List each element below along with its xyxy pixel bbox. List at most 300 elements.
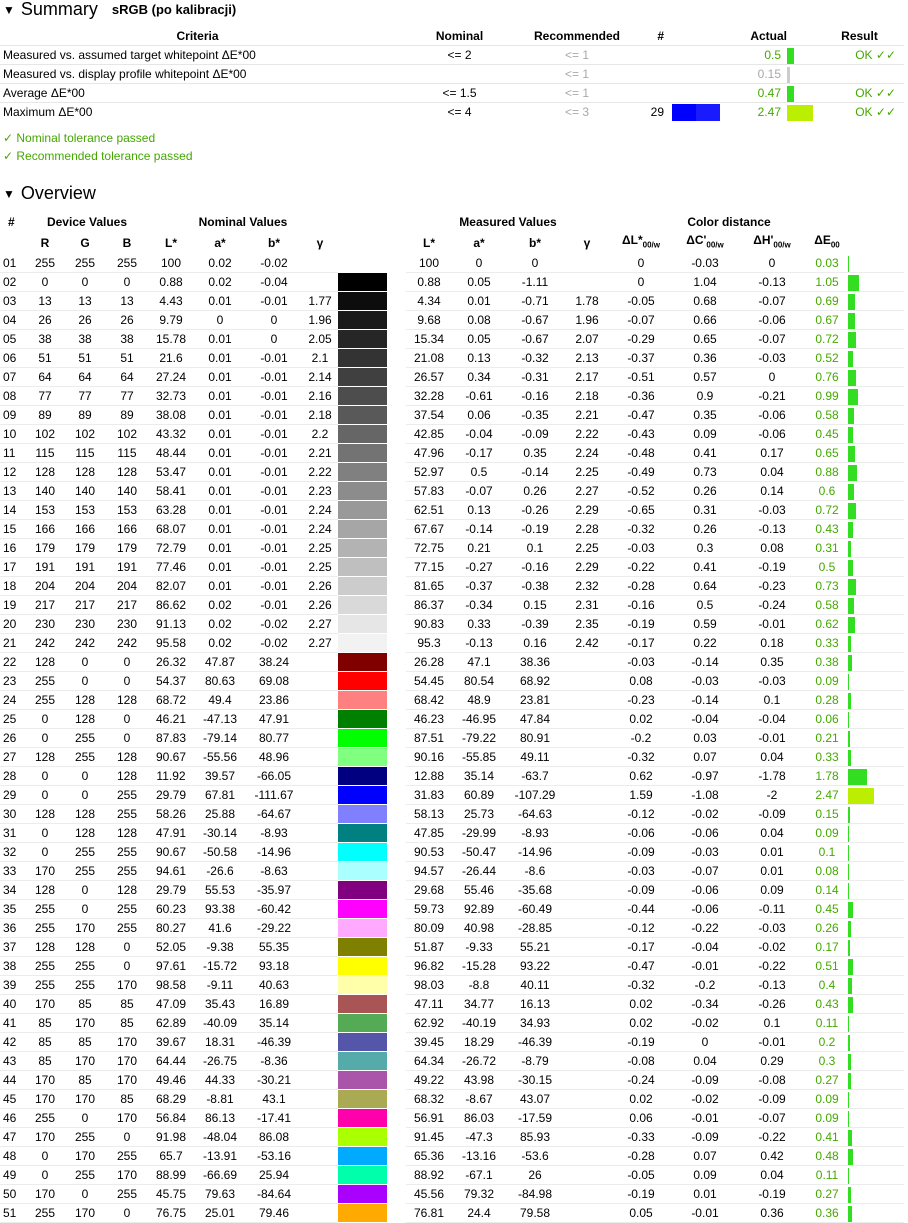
nominal-l-cell: 27.24 (148, 368, 194, 387)
delta-h-cell: -0.22 (738, 957, 806, 976)
measured-gamma-cell (564, 767, 610, 786)
nominal-a-cell: 35.43 (194, 995, 246, 1014)
delta-h-cell: 0.01 (738, 843, 806, 862)
nominal-gamma-cell: 2.22 (302, 463, 338, 482)
nominal-l-cell: 47.91 (148, 824, 194, 843)
row-number-cell: 29 (0, 786, 26, 805)
delta-e-bar (848, 750, 851, 766)
device-b-cell: 38 (106, 330, 148, 349)
measured-l-cell: 49.22 (406, 1071, 452, 1090)
nominal-gamma-cell (302, 919, 338, 938)
delta-h-cell: -0.06 (738, 406, 806, 425)
device-r-cell: 0 (26, 767, 64, 786)
profile-name: sRGB (po kalibracji) (111, 2, 237, 17)
nominal-gamma-cell: 2.26 (302, 596, 338, 615)
delta-l-cell: -0.03 (610, 539, 672, 558)
delta-c-cell: -0.03 (672, 843, 738, 862)
nominal-l-cell: 32.73 (148, 387, 194, 406)
patch-row (0, 748, 904, 767)
nominal-b-cell: -0.01 (246, 596, 302, 615)
delta-e-cell: 0.33 (806, 634, 848, 653)
delta-e-cell: 0.4 (806, 976, 848, 995)
recommended-cell: <= 3 (527, 103, 627, 122)
device-g-cell: 115 (64, 444, 106, 463)
nominal-l-cell: 68.29 (148, 1090, 194, 1109)
measured-l-cell: 62.51 (406, 501, 452, 520)
patch-swatch (338, 1090, 387, 1108)
swatch-cell (338, 444, 406, 463)
measured-a-cell: 0.01 (452, 292, 506, 311)
nominal-b-cell: -17.41 (246, 1109, 302, 1128)
delta-l-cell: -0.08 (610, 1052, 672, 1071)
patch-row (0, 862, 904, 881)
swatch-cell (338, 1128, 406, 1147)
nominal-l-cell: 94.61 (148, 862, 194, 881)
delta-e-cell: 0.88 (806, 463, 848, 482)
measured-l-cell: 47.11 (406, 995, 452, 1014)
delta-l-cell: -0.2 (610, 729, 672, 748)
delta-h-cell: 0.14 (738, 482, 806, 501)
measured-l-cell: 29.68 (406, 881, 452, 900)
nominal-gamma-cell (302, 1204, 338, 1223)
measured-l-cell: 46.23 (406, 710, 452, 729)
delta-c-cell: 0.57 (672, 368, 738, 387)
delta-e-bar (848, 1187, 851, 1203)
measured-b-cell: 79.58 (506, 1204, 564, 1223)
patch-swatch (338, 957, 387, 975)
delta-l-cell: -0.44 (610, 900, 672, 919)
row-number-cell: 45 (0, 1090, 26, 1109)
nominal-l-cell: 87.83 (148, 729, 194, 748)
row-number-cell: 16 (0, 539, 26, 558)
device-g-cell: 170 (64, 919, 106, 938)
measured-gamma-header: γ (583, 235, 591, 250)
delta-e-cell: 1.78 (806, 767, 848, 786)
delta-l-cell: -0.28 (610, 1147, 672, 1166)
measured-gamma-cell: 2.07 (564, 330, 610, 349)
nominal-l-cell: 86.62 (148, 596, 194, 615)
measured-b-cell: -8.6 (506, 862, 564, 881)
device-g-cell: 255 (64, 862, 106, 881)
measured-l-cell: 0.88 (406, 273, 452, 292)
nominal-a-cell: 18.31 (194, 1033, 246, 1052)
delta-e-bar (848, 598, 854, 614)
delta-h-cell: 0.17 (738, 444, 806, 463)
nominal-l-cell: 98.58 (148, 976, 194, 995)
device-b-cell: 255 (106, 900, 148, 919)
measured-b-cell: -0.26 (506, 501, 564, 520)
swatch-cell (338, 805, 406, 824)
device-g-cell: 128 (64, 824, 106, 843)
nominal-b-cell: -0.01 (246, 349, 302, 368)
measured-a-cell: -9.33 (452, 938, 506, 957)
measured-a-cell: -67.1 (452, 1166, 506, 1185)
measured-gamma-cell (564, 938, 610, 957)
nominal-b-cell: 23.86 (246, 691, 302, 710)
delta-l-cell: 0.02 (610, 1090, 672, 1109)
nominal-b-cell: -0.04 (246, 273, 302, 292)
row-number-cell: 24 (0, 691, 26, 710)
device-g-cell: 0 (64, 786, 106, 805)
delta-e-cell: 0.69 (806, 292, 848, 311)
swatch-cell (338, 425, 406, 444)
delta-e-cell: 0.51 (806, 957, 848, 976)
swatch-cell (338, 938, 406, 957)
delta-e-bar-cell (848, 957, 904, 976)
swatch-cell (338, 1166, 406, 1185)
swatch-cell (338, 634, 406, 653)
measured-b-cell: 34.93 (506, 1014, 564, 1033)
delta-h-cell: -0.09 (738, 805, 806, 824)
row-number-cell: 18 (0, 577, 26, 596)
delta-c-cell: -0.14 (672, 653, 738, 672)
row-number-cell: 20 (0, 615, 26, 634)
measured-b-cell: 0 (506, 254, 564, 273)
row-number-cell: 48 (0, 1147, 26, 1166)
device-r-cell: 170 (26, 862, 64, 881)
nominal-a-cell: 0.01 (194, 520, 246, 539)
measured-b-cell: 55.21 (506, 938, 564, 957)
recommended-cell: <= 1 (527, 46, 627, 65)
measured-a-cell: -0.13 (452, 634, 506, 653)
delta-e-bar (848, 826, 849, 842)
delta-e-bar-cell (848, 330, 904, 349)
device-r-cell: 128 (26, 748, 64, 767)
swatch-cell (338, 330, 406, 349)
summary-row (0, 46, 904, 65)
device-r-cell: 0 (26, 824, 64, 843)
measured-gamma-cell (564, 1204, 610, 1223)
nominal-l-cell: 80.27 (148, 919, 194, 938)
device-b-cell: 255 (106, 786, 148, 805)
delta-e-cell: 0.06 (806, 710, 848, 729)
device-r-cell: 170 (26, 995, 64, 1014)
nominal-a-cell: -30.14 (194, 824, 246, 843)
measured-gamma-cell (564, 824, 610, 843)
measured-b-cell: -14.96 (506, 843, 564, 862)
measured-gamma-cell: 1.78 (564, 292, 610, 311)
measured-a-cell: 43.98 (452, 1071, 506, 1090)
swatch-cell (338, 349, 406, 368)
measured-a-cell: -0.27 (452, 558, 506, 577)
delta-l-cell: -0.22 (610, 558, 672, 577)
measured-b-cell: 16.13 (506, 995, 564, 1014)
delta-h-cell: -0.08 (738, 1071, 806, 1090)
measured-b-cell: 0.35 (506, 444, 564, 463)
nominal-b-cell: -0.01 (246, 444, 302, 463)
nominal-l-cell: 95.58 (148, 634, 194, 653)
device-g-cell: 179 (64, 539, 106, 558)
device-b-cell: 0 (106, 1128, 148, 1147)
delta-e-bar (848, 807, 850, 823)
nominal-gamma-cell (302, 1147, 338, 1166)
measured-a-cell: 79.32 (452, 1185, 506, 1204)
nominal-l-cell: 15.78 (148, 330, 194, 349)
patch-swatch (338, 919, 387, 937)
patch-row (0, 425, 904, 444)
delta-h-cell: 0.04 (738, 463, 806, 482)
nominal-l-cell: 54.37 (148, 672, 194, 691)
swatch-cell (338, 520, 406, 539)
nominal-l-cell: 100 (148, 254, 194, 273)
device-r-cell: 128 (26, 938, 64, 957)
collapse-triangle-icon[interactable]: ▼ (3, 2, 15, 17)
overview-heading[interactable] (3, 183, 96, 204)
measured-gamma-cell (564, 1147, 610, 1166)
delta-e-bar (848, 674, 849, 690)
result-cell: OK ✓✓ (815, 84, 904, 103)
device-g-cell: 128 (64, 938, 106, 957)
device-r-cell: 255 (26, 919, 64, 938)
device-g-cell: 255 (64, 1166, 106, 1185)
measured-b-cell: -8.79 (506, 1052, 564, 1071)
patch-row (0, 1204, 904, 1223)
patch-swatch (338, 311, 387, 329)
patch-row (0, 1014, 904, 1033)
measured-l-cell: 68.42 (406, 691, 452, 710)
delta-e-cell: 0.2 (806, 1033, 848, 1052)
delta-c-cell: 0.09 (672, 425, 738, 444)
swatch-cell (338, 1109, 406, 1128)
nominal-a-cell: 0.01 (194, 406, 246, 425)
row-number-cell: 25 (0, 710, 26, 729)
delta-e-bar (848, 484, 854, 500)
delta-h-cell: -1.78 (738, 767, 806, 786)
nominal-b-cell: 43.1 (246, 1090, 302, 1109)
measured-b-cell: -63.7 (506, 767, 564, 786)
row-number-cell: 09 (0, 406, 26, 425)
device-r-cell: 255 (26, 957, 64, 976)
delta-c-cell: 0.65 (672, 330, 738, 349)
nominal-cell: <= 2 (392, 46, 527, 65)
measured-l-cell: 21.08 (406, 349, 452, 368)
summary-table (0, 27, 904, 121)
measured-b-cell: -1.11 (506, 273, 564, 292)
measured-b-header: b* (529, 235, 541, 250)
measured-a-cell: 25.73 (452, 805, 506, 824)
nominal-l-cell: 58.26 (148, 805, 194, 824)
device-g-cell: 102 (64, 425, 106, 444)
device-r-cell: 0 (26, 729, 64, 748)
device-g-cell: 255 (64, 1128, 106, 1147)
row-number-cell: 28 (0, 767, 26, 786)
patch-row (0, 349, 904, 368)
measured-a-cell: -55.85 (452, 748, 506, 767)
device-g-cell: 0 (64, 881, 106, 900)
measured-l-cell: 65.36 (406, 1147, 452, 1166)
patch-swatch (338, 292, 387, 310)
swatch-cell (338, 1204, 406, 1223)
swatch-cell (338, 729, 406, 748)
delta-c-cell: -0.14 (672, 691, 738, 710)
measured-l-cell: 94.57 (406, 862, 452, 881)
delta-h-cell: -0.03 (738, 501, 806, 520)
patch-row (0, 881, 904, 900)
delta-c-cell: -0.09 (672, 1071, 738, 1090)
measured-gamma-cell: 2.22 (564, 425, 610, 444)
delta-e-cell: 0.08 (806, 862, 848, 881)
device-g-cell: 255 (64, 729, 106, 748)
delta-e-bar (848, 1092, 849, 1108)
nominal-gamma-cell: 1.96 (302, 311, 338, 330)
delta-c-cell: 0.07 (672, 748, 738, 767)
patch-row (0, 311, 904, 330)
device-r-cell: 64 (26, 368, 64, 387)
device-b-cell: 128 (106, 463, 148, 482)
delta-c-cell: 0.66 (672, 311, 738, 330)
device-g-cell: 85 (64, 1071, 106, 1090)
device-b-cell: 128 (106, 767, 148, 786)
row-number-cell: 46 (0, 1109, 26, 1128)
row-number-cell: 26 (0, 729, 26, 748)
device-g-cell: 255 (64, 843, 106, 862)
measured-gamma-cell: 2.18 (564, 387, 610, 406)
device-g-cell: 255 (64, 976, 106, 995)
nominal-gamma-cell (302, 900, 338, 919)
measured-a-cell: -13.16 (452, 1147, 506, 1166)
collapse-triangle-icon[interactable]: ▼ (3, 186, 15, 201)
row-number-cell: 49 (0, 1166, 26, 1185)
measured-l-cell: 64.34 (406, 1052, 452, 1071)
measured-gamma-cell: 2.29 (564, 501, 610, 520)
delta-c-cell: -0.04 (672, 710, 738, 729)
delta-l-cell: -0.09 (610, 843, 672, 862)
measured-b-cell: 43.07 (506, 1090, 564, 1109)
row-number-cell: 51 (0, 1204, 26, 1223)
measured-a-cell: 18.29 (452, 1033, 506, 1052)
delta-e-bar (848, 712, 849, 728)
device-b-cell: 89 (106, 406, 148, 425)
device-r-cell: 166 (26, 520, 64, 539)
nominal-gamma-cell (302, 1090, 338, 1109)
nominal-header: Nominal (435, 29, 484, 43)
row-number-cell: 31 (0, 824, 26, 843)
delta-l-cell: -0.47 (610, 406, 672, 425)
measured-a-cell: -40.19 (452, 1014, 506, 1033)
nominal-a-cell: 0.01 (194, 501, 246, 520)
delta-c-cell: -0.22 (672, 919, 738, 938)
delta-e-cell: 0.52 (806, 349, 848, 368)
nominal-gamma-cell (302, 729, 338, 748)
delta-c-cell: -0.04 (672, 938, 738, 957)
nominal-gamma-cell (302, 843, 338, 862)
patch-swatch (338, 1185, 387, 1203)
nominal-l-cell: 26.32 (148, 653, 194, 672)
measured-l-cell: 42.85 (406, 425, 452, 444)
delta-e-bar (848, 769, 867, 785)
nominal-pass-message: ✓ Nominal tolerance passed (3, 131, 156, 145)
device-r-cell: 255 (26, 1204, 64, 1223)
actual-header: Actual (750, 29, 787, 43)
delta-h-cell: -0.03 (738, 349, 806, 368)
patch-row (0, 368, 904, 387)
measured-b-cell: -17.59 (506, 1109, 564, 1128)
device-r-cell: 191 (26, 558, 64, 577)
measured-gamma-cell: 2.31 (564, 596, 610, 615)
measured-l-cell: 62.92 (406, 1014, 452, 1033)
nominal-l-cell: 29.79 (148, 786, 194, 805)
device-r-cell: 170 (26, 1090, 64, 1109)
nominal-gamma-cell (302, 862, 338, 881)
measured-l-cell: 56.91 (406, 1109, 452, 1128)
measured-l-cell: 87.51 (406, 729, 452, 748)
device-r-cell: 170 (26, 1128, 64, 1147)
measured-b-cell: -0.16 (506, 387, 564, 406)
swatch-cell (338, 786, 406, 805)
row-number-cell: 42 (0, 1033, 26, 1052)
device-b-cell: 0 (106, 938, 148, 957)
nominal-l-cell: 82.07 (148, 577, 194, 596)
measured-gamma-cell: 2.28 (564, 520, 610, 539)
swatch-cell (338, 292, 406, 311)
measured-gamma-cell (564, 748, 610, 767)
measured-b-cell: 38.36 (506, 653, 564, 672)
nominal-l-cell: 60.23 (148, 900, 194, 919)
row-number-cell: 12 (0, 463, 26, 482)
delta-e-bar (848, 788, 874, 804)
measured-l-cell: 81.65 (406, 577, 452, 596)
nominal-l-cell: 76.75 (148, 1204, 194, 1223)
row-number-cell: 27 (0, 748, 26, 767)
nominal-l-cell: 46.21 (148, 710, 194, 729)
delta-e-bar (848, 978, 852, 994)
measured-a-cell: 55.46 (452, 881, 506, 900)
nominal-a-cell: 0.01 (194, 368, 246, 387)
delta-e-bar-cell (848, 311, 904, 330)
summary-row (0, 103, 904, 122)
actual-bar (787, 67, 790, 83)
swatch-cell (338, 615, 406, 634)
nominal-b-cell: -0.02 (246, 615, 302, 634)
summary-title: Summary (20, 0, 98, 19)
device-r-cell: 242 (26, 634, 64, 653)
summary-swatch (696, 104, 720, 121)
delta-h-cell: -0.09 (738, 1090, 806, 1109)
delta-l-cell: -0.51 (610, 368, 672, 387)
result-header: Result (841, 29, 878, 43)
device-r-cell: 128 (26, 881, 64, 900)
delta-l-cell: -0.06 (610, 824, 672, 843)
delta-e-cell: 0.28 (806, 691, 848, 710)
nominal-a-cell: 44.33 (194, 1071, 246, 1090)
device-g-cell: 204 (64, 577, 106, 596)
device-g-cell: 51 (64, 349, 106, 368)
patch-row (0, 1109, 904, 1128)
delta-c-cell: 0.01 (672, 1185, 738, 1204)
patch-swatch (338, 1147, 387, 1165)
measured-gamma-cell (564, 1052, 610, 1071)
patch-row (0, 558, 904, 577)
device-b-cell: 51 (106, 349, 148, 368)
measured-a-cell: 0.21 (452, 539, 506, 558)
delta-l-cell: -0.24 (610, 1071, 672, 1090)
nominal-a-cell: 0.01 (194, 482, 246, 501)
nominal-b-cell: -30.21 (246, 1071, 302, 1090)
summary-heading[interactable] (3, 0, 236, 20)
patch-swatch (338, 1014, 387, 1032)
delta-e-bar (848, 503, 856, 519)
nominal-b-cell: 0 (246, 330, 302, 349)
delta-l-cell: 0.05 (610, 1204, 672, 1223)
nominal-gamma-cell (302, 254, 338, 273)
nominal-gamma-cell: 2.05 (302, 330, 338, 349)
overview-table (0, 213, 904, 1223)
measured-b-cell: -60.49 (506, 900, 564, 919)
measured-b-cell: -0.14 (506, 463, 564, 482)
measured-l-cell: 77.15 (406, 558, 452, 577)
summary-row (0, 65, 904, 84)
delta-e-cell: 0.31 (806, 539, 848, 558)
